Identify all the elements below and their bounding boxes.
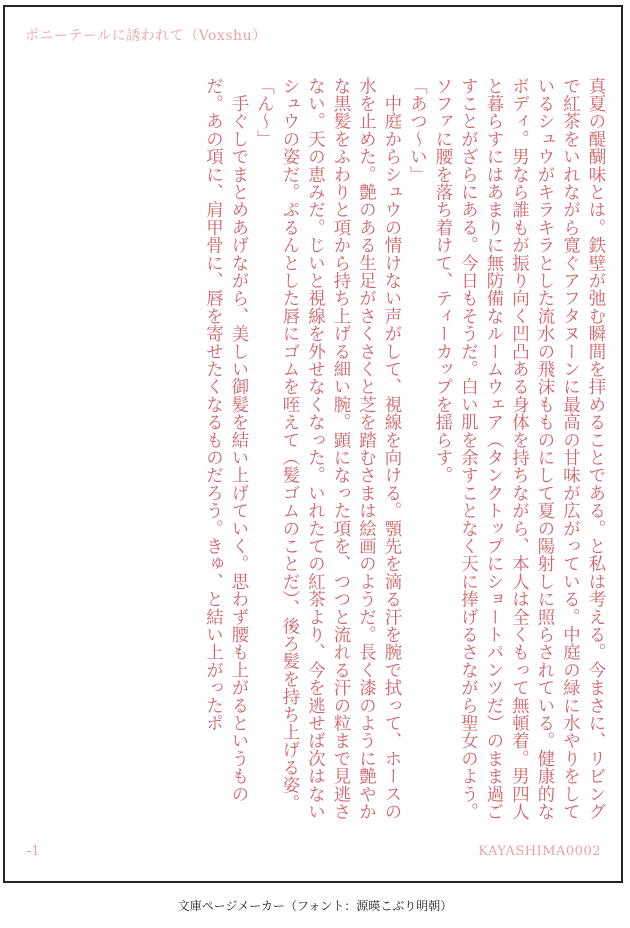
- page-frame: [3, 5, 623, 883]
- page-code: KAYASHIMA0002: [478, 844, 601, 859]
- paragraph: 手ぐしでまとめあげながら、美しい御髪を結い上げていく。思わず腰も上がるというものだ。あの項に、肩甲骨に、唇を寄せたくなるものだろう。きゅ、と結い上がったポ: [202, 77, 248, 803]
- header-title: ポニーテールに誘われて（Voxshu）: [25, 28, 267, 44]
- paragraph: 中庭からシュウの情けない声がして、視線を向ける。顎先を滴る汗を腕で拭って、ホースの水を止めた。艶のある生足がさくさくと芝を踏むさまは絵画のようだ。長く漆のように艶やかな黒髪をふわりと項から持ち上げる細い腕。顕になった項を、つつと流れる汗の粒まで見逃さない。天の恵みだ。じいと視線を外せなくなった。いれたての紅茶より、今を逃せば次はないシュウの姿だ。ぷるんとした唇にゴムを咥えて（髪ゴムのことだ）、後ろ髪を持ち上げる姿。: [279, 77, 401, 821]
- page-number: -1: [27, 844, 40, 859]
- footer-caption: 文庫ページメーカー（フォント：源暎こぶり明朝）: [177, 899, 453, 913]
- paragraph: 真夏の醍醐味とは。鉄壁が弛む瞬間を拝めることである。と私は考える。今まさに、リビングで紅茶をいれながら寛ぐアフタヌーンに最高の甘味が広がっている。中庭の緑に水やりをしているシュウがキラキラとした流水の飛沫もものにして夏の陽射しに照らされている。健康的なボディ。男なら誰もが振り向く凹凸ある身体を持ちながら、本人は全くもって無頓着。男四人と暮らすにはあまりに無防備なルームウェア（タンクトップにショートパンツだ）のまま過ごすことがざらにある。今日もそうだ。白い肌を余すことなく天に捧げるさながら聖女のよう。ソファに腰を落ち着けて、ティーカップを揺らす。: [432, 77, 605, 821]
- vertical-body-text: [137, 77, 607, 837]
- paragraph: 「あつ〜い」: [406, 77, 427, 184]
- paragraph: 「ん〜」: [253, 77, 274, 148]
